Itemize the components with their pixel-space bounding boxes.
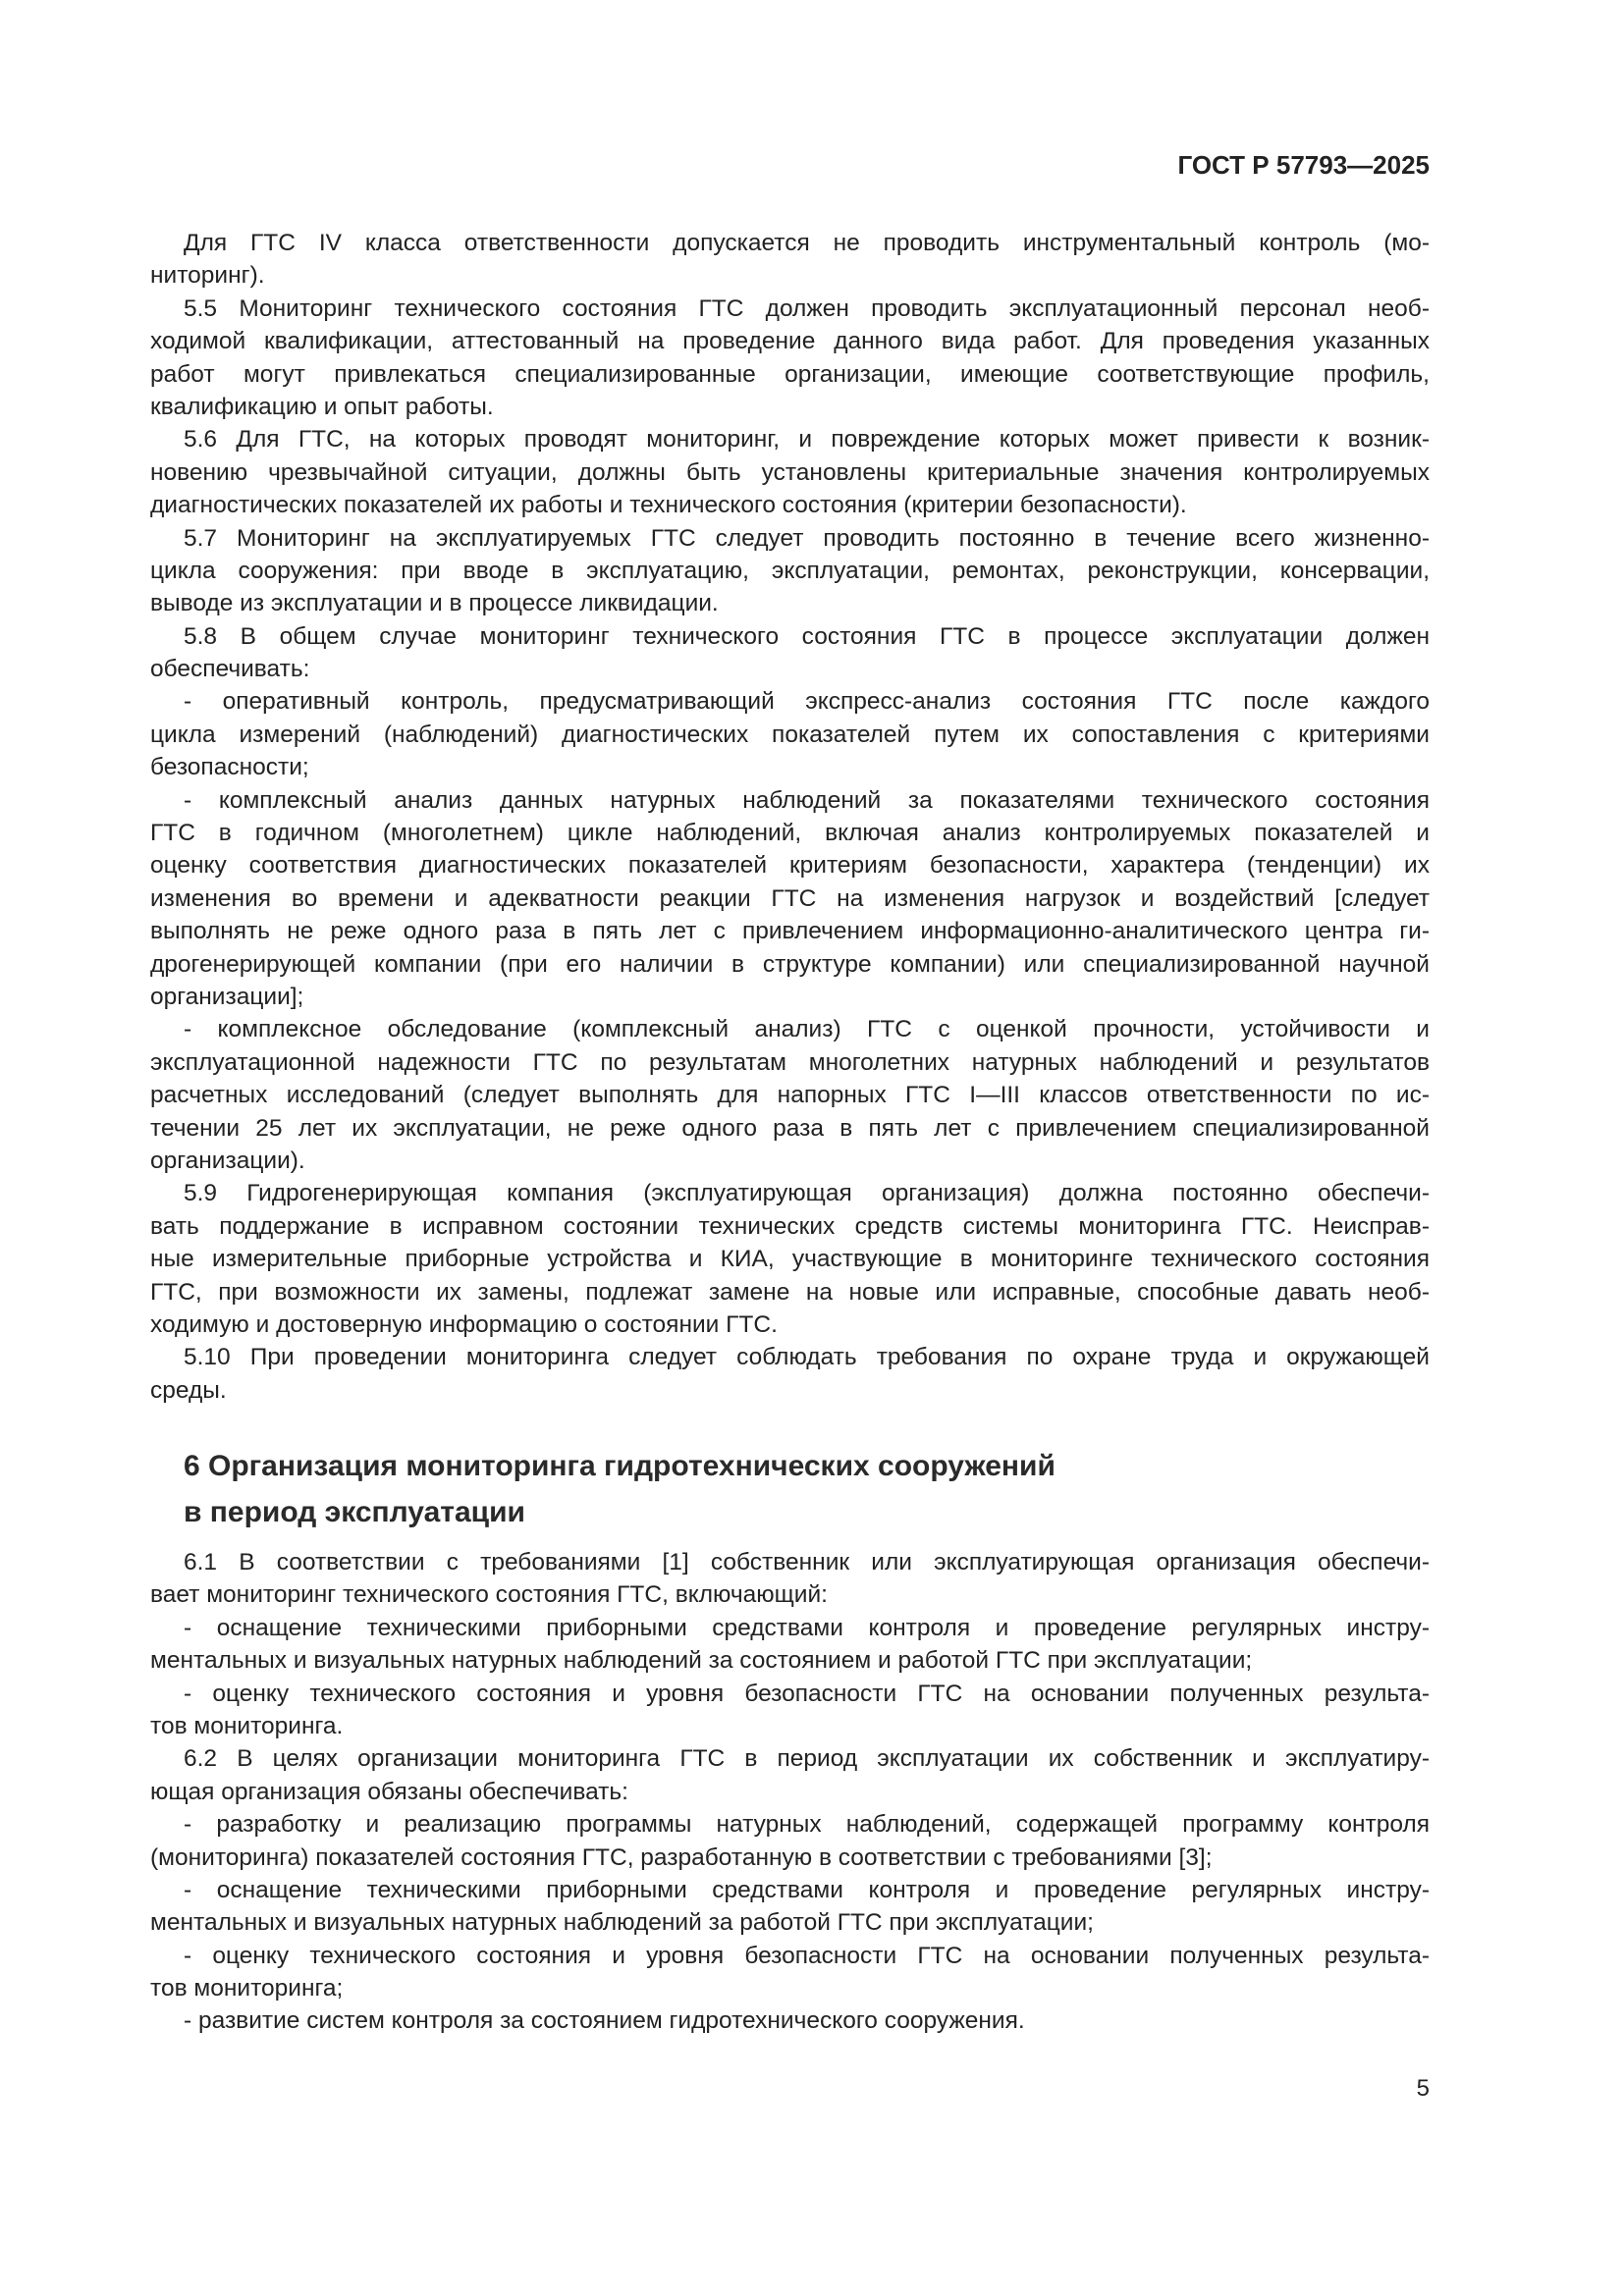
heading-line: 6 Организация мониторинга гидротехнических сооружений (184, 1450, 1056, 1482)
text-line: - оценку технического состояния и уровня безопасности ГТС на основании полученных результа- (184, 1680, 1430, 1707)
text-line: - комплексный анализ данных натурных наблюдений за показателями технического состояния (184, 786, 1430, 814)
text-line: изменения во времени и адекватности реакции ГТС на изменения нагрузок и воздействий [следует (150, 884, 1430, 912)
paragraph (150, 522, 1430, 620)
text-line: ющая организация обязаны обеспечивать: (150, 1778, 628, 1805)
page-number: 5 (1416, 2075, 1430, 2102)
text-line: обеспечивать: (150, 656, 310, 683)
paragraph (150, 293, 1430, 424)
text-line: 5.6 Для ГТС, на которых проводят мониторинг, и повреждение которых может привести к возник- (184, 426, 1430, 454)
text-line: ГТС в годичном (многолетнем) цикле наблюдений, включая анализ контролируемых показателей и (150, 820, 1430, 847)
text-line: вать поддержание в исправном состоянии технических средств системы мониторинга ГТС. Неисправ- (150, 1212, 1430, 1240)
paragraph (150, 1612, 1430, 1678)
text-line: эксплуатационной надежности ГТС по результатам многолетних натурных наблюдений и результатов (150, 1048, 1430, 1076)
text-line: выводе из эксплуатации и в процессе ликвидации. (150, 590, 719, 617)
section-6-body (150, 1546, 1430, 2038)
text-line: 5.10 При проведении мониторинга следует соблюдать требования по охране труда и окружающей (184, 1344, 1430, 1371)
text-line: - разработку и реализацию программы натурных наблюдений, содержащей программу контроля (184, 1811, 1430, 1839)
text-line: ГТС, при возможности их замены, подлежат замене на новые или исправные, способные давать необ- (150, 1278, 1430, 1306)
paragraph (150, 2004, 1430, 2037)
text-line: Для ГТС IV класса ответственности допускается не проводить инструментальный контроль (мо- (184, 230, 1430, 256)
section-5-body (150, 227, 1430, 1407)
text-line: организации). (150, 1147, 305, 1174)
text-line: работ могут привлекаться специализированные организации, имеющие соответствующие профиль, (150, 360, 1430, 388)
paragraph (150, 1341, 1430, 1407)
text-line: среды. (150, 1376, 227, 1404)
paragraph (150, 1742, 1430, 1808)
text-line: ментальных и визуальных натурных наблюдений за состоянием и работой ГТС при эксплуатации; (150, 1647, 1253, 1675)
text-line: квалификацию и опыт работы. (150, 393, 494, 420)
text-line: цикла измерений (наблюдений) диагностических показателей путем их сопоставления с критериями (150, 721, 1430, 748)
text-line: - оперативный контроль, предусматривающий экспресс-анализ состояния ГТС после каждого (184, 688, 1430, 716)
text-line: - комплексное обследование (комплексный анализ) ГТС с оценкой прочности, устойчивости и (184, 1016, 1430, 1043)
text-line: ные измерительные приборные устройства и КИА, участвующие в мониторинге технического состояния (150, 1246, 1430, 1273)
text-line: диагностических показателей их работы и технического состояния (критерии безопасности). (150, 492, 1187, 519)
paragraph (150, 784, 1430, 1014)
text-line: (мониторинга) показателей состояния ГТС, разработанную в соответствии с требованиями [3]; (150, 1843, 1213, 1871)
text-line: оценку соответствия диагностических показателей критериям безопасности, характера (тенденции) их (150, 852, 1430, 880)
text-line: 5.5 Мониторинг технического состояния ГТС должен проводить эксплуатационный персонал необ- (184, 294, 1430, 322)
text-line: - оценку технического состояния и уровня безопасности ГТС на основании полученных результа- (184, 1942, 1430, 1969)
text-line: цикла сооружения: при вводе в эксплуатацию, эксплуатации, ремонтах, реконструкции, консервации, (150, 557, 1430, 584)
paragraph (150, 1678, 1430, 1743)
paragraph (150, 423, 1430, 521)
text-line: тов мониторинга; (150, 1975, 344, 2002)
text-line: - оснащение техническими приборными средствами контроля и проведение регулярных инстру- (184, 1614, 1430, 1641)
text-line: 5.8 В общем случае мониторинг технического состояния ГТС в процессе эксплуатации должен (184, 622, 1430, 650)
section-6-heading (184, 1443, 1056, 1535)
text-line: течении 25 лет их эксплуатации, не реже одного раза в пять лет с привлечением специализированной (150, 1114, 1430, 1142)
paragraph (150, 1940, 1430, 2005)
text-line: 6.2 В целях организации мониторинга ГТС в период эксплуатации их собственник и эксплуатиру- (184, 1745, 1430, 1773)
text-line: 5.9 Гидрогенерирующая компания (эксплуатирующая организация) должна постоянно обеспечи- (184, 1180, 1430, 1207)
document-designation: ГОСТ Р 57793—2025 (1177, 150, 1430, 180)
paragraph (150, 620, 1430, 686)
text-line: дрогенерирующей компании (при его наличии в структуре компании) или специализированной научной (150, 950, 1430, 978)
text-line: вает мониторинг технического состояния ГТС, включающий: (150, 1581, 828, 1609)
paragraph (150, 227, 1430, 293)
text-line: организации]; (150, 983, 304, 1010)
text-line: ходимую и достоверную информацию о состоянии ГТС. (150, 1310, 778, 1338)
text-line: - оснащение техническими приборными средствами контроля и проведение регулярных инстру- (184, 1876, 1430, 1903)
paragraph (150, 1546, 1430, 1612)
text-line: 6.1 В соответствии с требованиями [1] собственник или эксплуатирующая организация обеспечи- (184, 1549, 1430, 1575)
paragraph (150, 1013, 1430, 1177)
text-line: тов мониторинга. (150, 1712, 344, 1739)
text-line: ходимой квалификации, аттестованный на проведение данного вида работ. Для проведения указанных (150, 328, 1430, 355)
paragraph (150, 1874, 1430, 1940)
text-line: - развитие систем контроля за состоянием гидротехнического сооружения. (184, 2007, 1025, 2035)
text-line: ментальных и визуальных натурных наблюдений за работой ГТС при эксплуатации; (150, 1909, 1094, 1937)
paragraph (150, 1177, 1430, 1341)
text-line: расчетных исследований (следует выполнять для напорных ГТС I—III классов ответственности по ис- (150, 1082, 1430, 1109)
heading-line: в период эксплуатации (184, 1496, 525, 1528)
text-line: 5.7 Мониторинг на эксплуатируемых ГТС следует проводить постоянно в течение всего жизненно- (184, 524, 1430, 552)
paragraph (150, 1808, 1430, 1874)
text-line: выполнять не реже одного раза в пять лет с привлечением информационно-аналитического центра ги- (150, 918, 1430, 945)
text-line: безопасности; (150, 754, 309, 781)
paragraph (150, 685, 1430, 783)
text-line: ниторинг). (150, 262, 265, 290)
text-line: новению чрезвычайной ситуации, должны быть установлены критериальные значения контролируемых (150, 458, 1430, 486)
